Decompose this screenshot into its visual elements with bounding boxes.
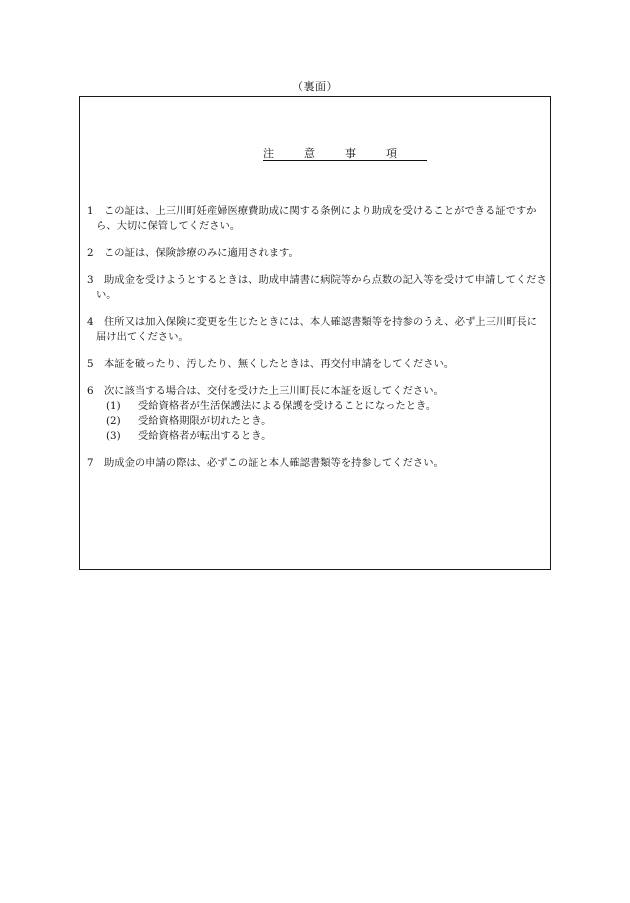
note-text: 助成金を受けようとするときは、助成申請書に病院等から点数の記入等を受けて申請してください。 (96, 274, 547, 301)
notes-list (87, 204, 547, 483)
note-item-7 (87, 456, 547, 471)
sub-text: 受給資格者が転出するとき。 (138, 430, 272, 442)
note-text: 住所又は加入保険に変更を生じたときには、本人確認書類等を持参のうえ、必ず上三川町長に届け出てください。 (96, 316, 538, 343)
note-item-4 (87, 315, 547, 345)
note-number: 3 (87, 274, 94, 286)
note-number: 4 (87, 316, 94, 328)
sub-item-2 (96, 414, 547, 429)
note-text: この証は、上三川町妊産婦医療費助成に関する条例により助成を受けることができる証ですから、大切に保管してください。 (96, 205, 537, 232)
sub-item-3 (96, 429, 547, 444)
note-number: 7 (87, 457, 94, 469)
sub-item-1 (96, 399, 547, 414)
sub-number: (3) (106, 430, 121, 442)
note-number: 2 (87, 247, 94, 259)
notice-frame (79, 96, 551, 570)
note-item-2 (87, 246, 547, 261)
sub-text: 受給資格者が生活保護法による保護を受けることになったとき。 (138, 400, 437, 412)
sub-list (96, 399, 547, 444)
note-text: 次に該当する場合は、交付を受けた上三川町長に本証を返してください。 (104, 385, 444, 397)
side-label: （裏面） (292, 80, 338, 93)
note-number: 6 (87, 385, 94, 397)
note-item-5 (87, 357, 547, 372)
note-text: この証は、保険診療のみに適用されます。 (104, 247, 299, 259)
note-text: 助成金の申請の際は、必ずこの証と本人確認書類等を持参してください。 (104, 457, 444, 469)
note-item-6 (87, 384, 547, 444)
note-text: 本証を破ったり、汚したり、無くしたときは、再交付申請をしてください。 (104, 358, 455, 370)
note-item-1 (87, 204, 547, 234)
notice-title-text: 注意事項 (263, 147, 427, 160)
sub-text: 受給資格期限が切れたとき。 (138, 415, 272, 427)
note-number: 5 (87, 358, 94, 370)
sub-number: (2) (106, 415, 121, 427)
notice-title (80, 147, 550, 161)
sub-number: (1) (106, 400, 121, 412)
note-item-3 (87, 273, 547, 303)
note-number: 1 (87, 205, 94, 217)
